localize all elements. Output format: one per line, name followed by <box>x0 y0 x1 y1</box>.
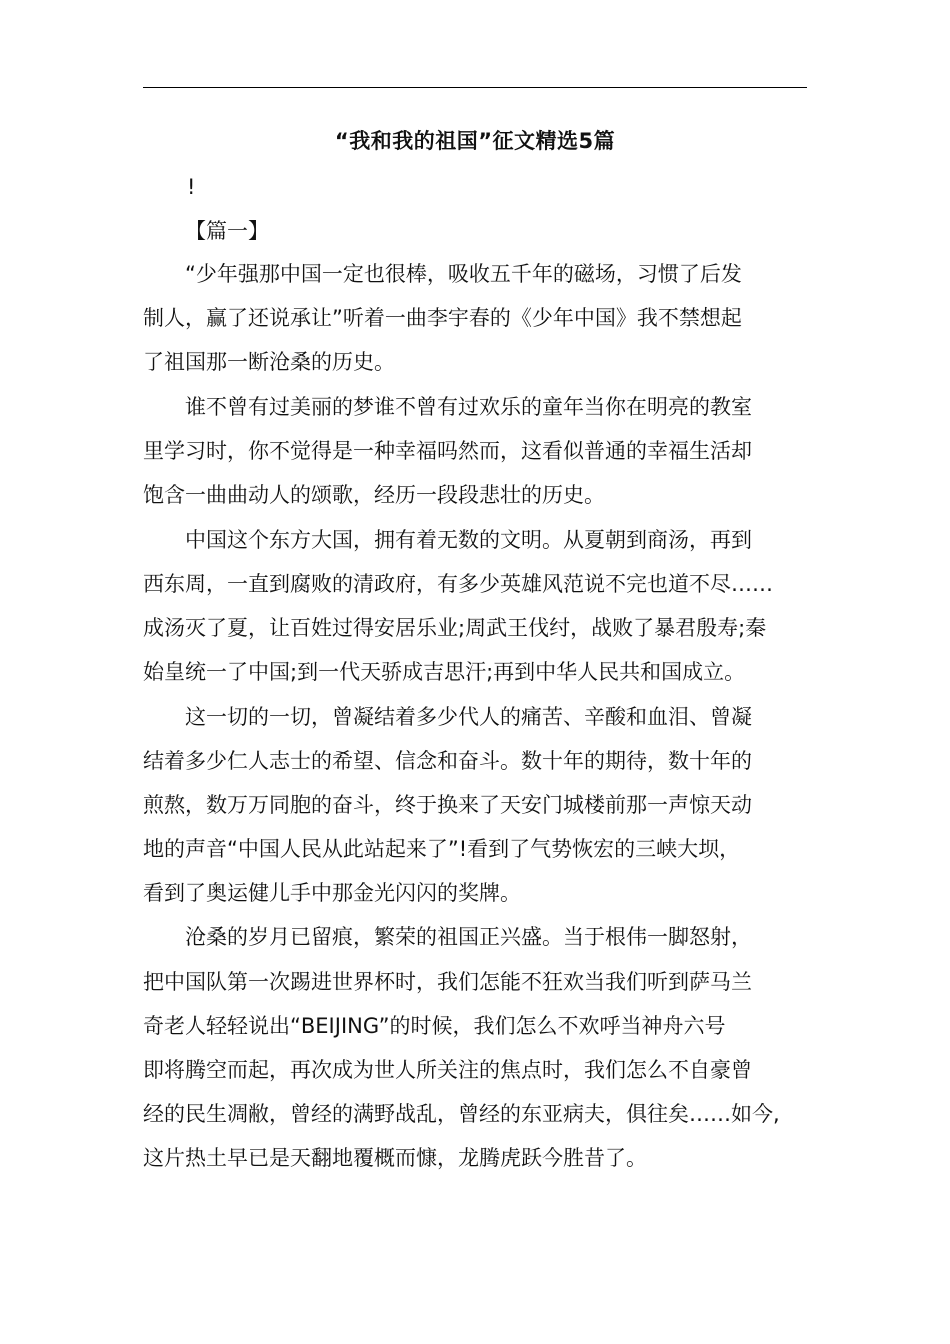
document-title: “我和我的祖国”征文精选5篇 <box>334 129 616 153</box>
paragraph-line: 沧桑的岁月已留痕，繁荣的祖国正兴盛。当于根伟一脚怒射， <box>185 925 752 949</box>
paragraph-line: 煎熬，数万万同胞的奋斗，终于换来了天安门城楼前那一声惊天动 <box>143 793 752 817</box>
paragraph-line: 中国这个东方大国，拥有着无数的文明。从夏朝到商汤，再到 <box>185 528 752 552</box>
paragraph-line: 即将腾空而起，再次成为世人所关注的焦点时，我们怎么不自豪曾 <box>143 1058 752 1082</box>
paragraph-line: 这片热土早已是天翻地覆概而慷，龙腾虎跃今胜昔了。 <box>143 1146 647 1170</box>
section-heading: 【篇一】 <box>185 219 269 243</box>
paragraph-line: 看到了奥运健儿手中那金光闪闪的奖牌。 <box>143 881 521 905</box>
paragraph-line: 西东周，一直到腐败的清政府，有多少英雄风范说不完也道不尽…… <box>143 572 773 596</box>
paragraph-line: 里学习时，你不觉得是一种幸福吗然而，这看似普通的幸福生活却 <box>143 439 752 463</box>
exclamation-mark: ! <box>187 175 196 199</box>
paragraph-line: “少年强那中国一定也很棒，吸收五千年的磁场，习惯了后发 <box>185 262 742 286</box>
header-rule <box>143 87 807 88</box>
paragraph-line: 始皇统一了中国;到一代天骄成吉思汗;再到中华人民共和国成立。 <box>143 660 746 684</box>
paragraph-line: 经的民生凋敝，曾经的满野战乱，曾经的东亚病夫，俱往矣……如今, <box>143 1102 780 1126</box>
paragraph-line: 这一切的一切，曾凝结着多少代人的痛苦、辛酸和血泪、曾凝 <box>185 705 752 729</box>
paragraph-line: 了祖国那一断沧桑的历史。 <box>143 350 395 374</box>
paragraph-line: 结着多少仁人志士的希望、信念和奋斗。数十年的期待，数十年的 <box>143 749 752 773</box>
paragraph-line: 奇老人轻轻说出“BEIJING”的时候，我们怎么不欢呼当神舟六号 <box>143 1014 726 1038</box>
paragraph-line: 成汤灭了夏，让百姓过得安居乐业;周武王伐纣，战败了暴君殷寿;秦 <box>143 616 767 640</box>
paragraph-line: 谁不曾有过美丽的梦谁不曾有过欢乐的童年当你在明亮的教室 <box>185 395 752 419</box>
paragraph-line: 地的声音“中国人民从此站起来了”!看到了气势恢宏的三峡大坝， <box>143 837 741 861</box>
paragraph-line: 把中国队第一次踢进世界杯时，我们怎能不狂欢当我们听到萨马兰 <box>143 970 752 994</box>
paragraph-line: 饱含一曲曲动人的颂歌，经历一段段悲壮的历史。 <box>143 483 605 507</box>
paragraph-line: 制人，赢了还说承让”听着一曲李宇春的《少年中国》我不禁想起 <box>143 306 742 330</box>
